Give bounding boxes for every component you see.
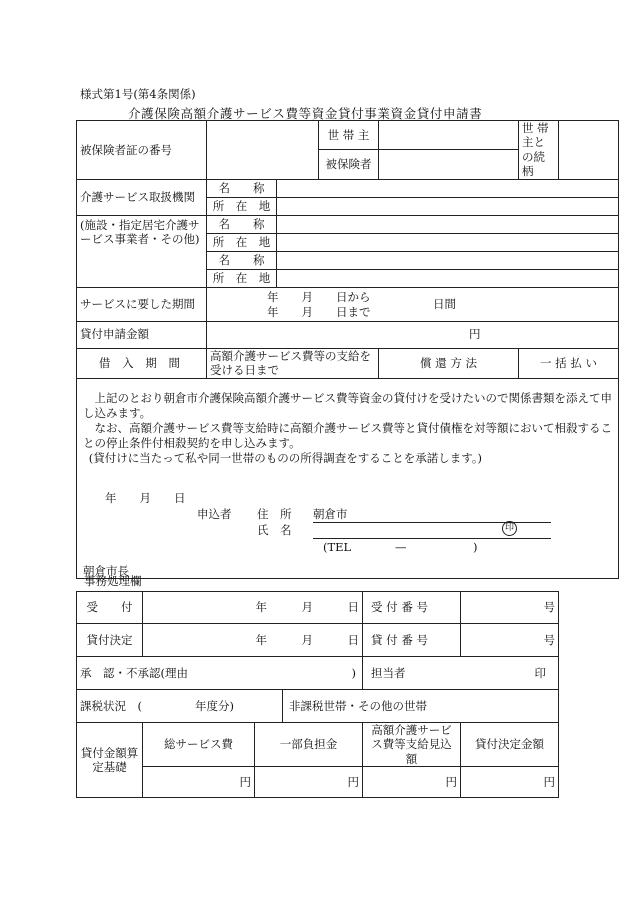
service-period-field[interactable]: [207, 287, 619, 321]
office-section-heading: 事務処理欄: [84, 574, 142, 588]
insured-person-field[interactable]: [379, 150, 519, 179]
provider-address-label-2: 所 在 地: [207, 233, 277, 251]
period-days: 日間: [433, 296, 456, 311]
provider-name-label-3: 名 称: [207, 251, 277, 269]
tel-close: ): [473, 539, 478, 554]
staff-label: 担当者: [371, 665, 406, 680]
repayment-label: 償 還 方 法: [379, 348, 519, 378]
staff-field[interactable]: [363, 657, 559, 690]
tax-status-field[interactable]: [77, 690, 283, 723]
insured-person-label: 被保険者: [319, 150, 379, 179]
provider-note: (施設・指定居宅介護サービス事業者・その他): [77, 215, 207, 287]
period-to: 年 月 日まで: [267, 304, 371, 319]
address-label: 住 所: [257, 506, 292, 521]
declaration-line-1: 上記のとおり朝倉市介護保険高額介護サービス費等資金の貸付けを受けたいので関係書類を添えて申し込みます。: [83, 390, 612, 420]
decision-label: 貸付決定: [77, 624, 143, 657]
provider-address-field-3[interactable]: [277, 269, 619, 287]
form-number: 様式第1号(第4条関係): [80, 87, 196, 101]
provider-address-label-1: 所 在 地: [207, 197, 277, 215]
repayment-value: 一 括 払 い: [519, 348, 619, 378]
approval-close: ): [351, 666, 357, 680]
provider-name-field-1[interactable]: [277, 179, 619, 197]
tel-dash: —: [395, 539, 407, 554]
provider-address-label-3: 所 在 地: [207, 269, 277, 287]
receipt-date-field[interactable]: 年 月 日: [143, 592, 363, 624]
tax-status-label: 課税状況 (: [80, 698, 142, 713]
declaration-line-2: なお、高額介護サービス費等支給時に高額介護サービス費等と貸付債権を対等額において相殺することの停止条件付相殺契約を申し込みます。: [83, 420, 612, 450]
tel-field[interactable]: [359, 540, 469, 554]
borrow-period-label: 借 入 期 間: [77, 348, 207, 378]
decided-amount-field[interactable]: 円: [461, 767, 559, 798]
name-label: 氏 名: [257, 522, 292, 537]
provider-name-label-2: 名 称: [207, 215, 277, 233]
applicant-label: 申込者: [197, 506, 232, 521]
provider-name-label-1: 名 称: [207, 179, 277, 197]
receipt-number-label: 受 付 番 号: [363, 592, 461, 624]
addressee: 朝倉市長: [83, 563, 129, 578]
col-decided-amount: 貸付決定金額: [461, 723, 559, 767]
insured-number-field[interactable]: [207, 121, 319, 180]
loan-basis-label: 貸付金額算定基礎: [77, 723, 143, 798]
application-date[interactable]: 年 月 日: [105, 490, 186, 505]
declaration-line-3: (貸付けに当たって私や同一世帯のものの所得調査をすることを承諾します。): [88, 450, 483, 465]
loan-amount-label: 貸付申請金額: [77, 321, 207, 348]
col-expected-benefit: 高額介護サービス費等支給見込額: [363, 723, 461, 767]
receipt-label: 受 付: [77, 592, 143, 624]
form-title: 介護保険高額介護サービス費等資金貸付事業資金貸付申請書: [128, 106, 483, 121]
tel-label: (TEL: [323, 539, 352, 554]
relation-label: 世 帯 主との続柄: [519, 121, 559, 180]
address-value: 朝倉市: [313, 506, 348, 521]
col-total-service: 総サービス費: [143, 723, 255, 767]
loan-amount-field[interactable]: [207, 321, 619, 348]
approval-field[interactable]: [77, 657, 363, 690]
staff-seal: 印: [534, 666, 547, 680]
insured-number-label: 被保険者証の番号: [77, 121, 207, 180]
yen-unit: 円: [469, 327, 481, 342]
householder-label: 世 帯 主: [319, 121, 379, 150]
householder-field[interactable]: [379, 121, 519, 150]
loan-number-field[interactable]: 号: [461, 624, 559, 657]
period-from: 年 月 日から: [267, 289, 371, 304]
receipt-number-field[interactable]: 号: [461, 592, 559, 624]
borrow-period-value: 高額介護サービス費等の支給を受ける日まで: [207, 348, 379, 378]
expected-benefit-field[interactable]: 円: [363, 767, 461, 798]
seal-mark: 印: [502, 521, 517, 536]
relation-field[interactable]: [559, 121, 619, 180]
provider-address-field-2[interactable]: [277, 233, 619, 251]
declaration-box: [77, 378, 619, 578]
copay-field[interactable]: 円: [255, 767, 363, 798]
loan-number-label: 貸 付 番 号: [363, 624, 461, 657]
office-table: [76, 591, 559, 798]
provider-label: 介護サービス取扱機関: [77, 179, 207, 215]
provider-name-field-3[interactable]: [277, 251, 619, 269]
application-table: [76, 120, 619, 579]
service-period-label: サービスに要した期間: [77, 287, 207, 321]
provider-address-field-1[interactable]: [277, 197, 619, 215]
provider-name-field-2[interactable]: [277, 215, 619, 233]
decision-date-field[interactable]: 年 月 日: [143, 624, 363, 657]
tax-exempt-option[interactable]: 非課税世帯・その他の世帯: [283, 690, 559, 723]
col-copay: 一部負担金: [255, 723, 363, 767]
total-service-field[interactable]: 円: [143, 767, 255, 798]
address-field[interactable]: [313, 507, 551, 523]
approval-label: 承 認・不承認(理由: [80, 665, 188, 680]
tax-year: 年度分): [195, 699, 234, 713]
